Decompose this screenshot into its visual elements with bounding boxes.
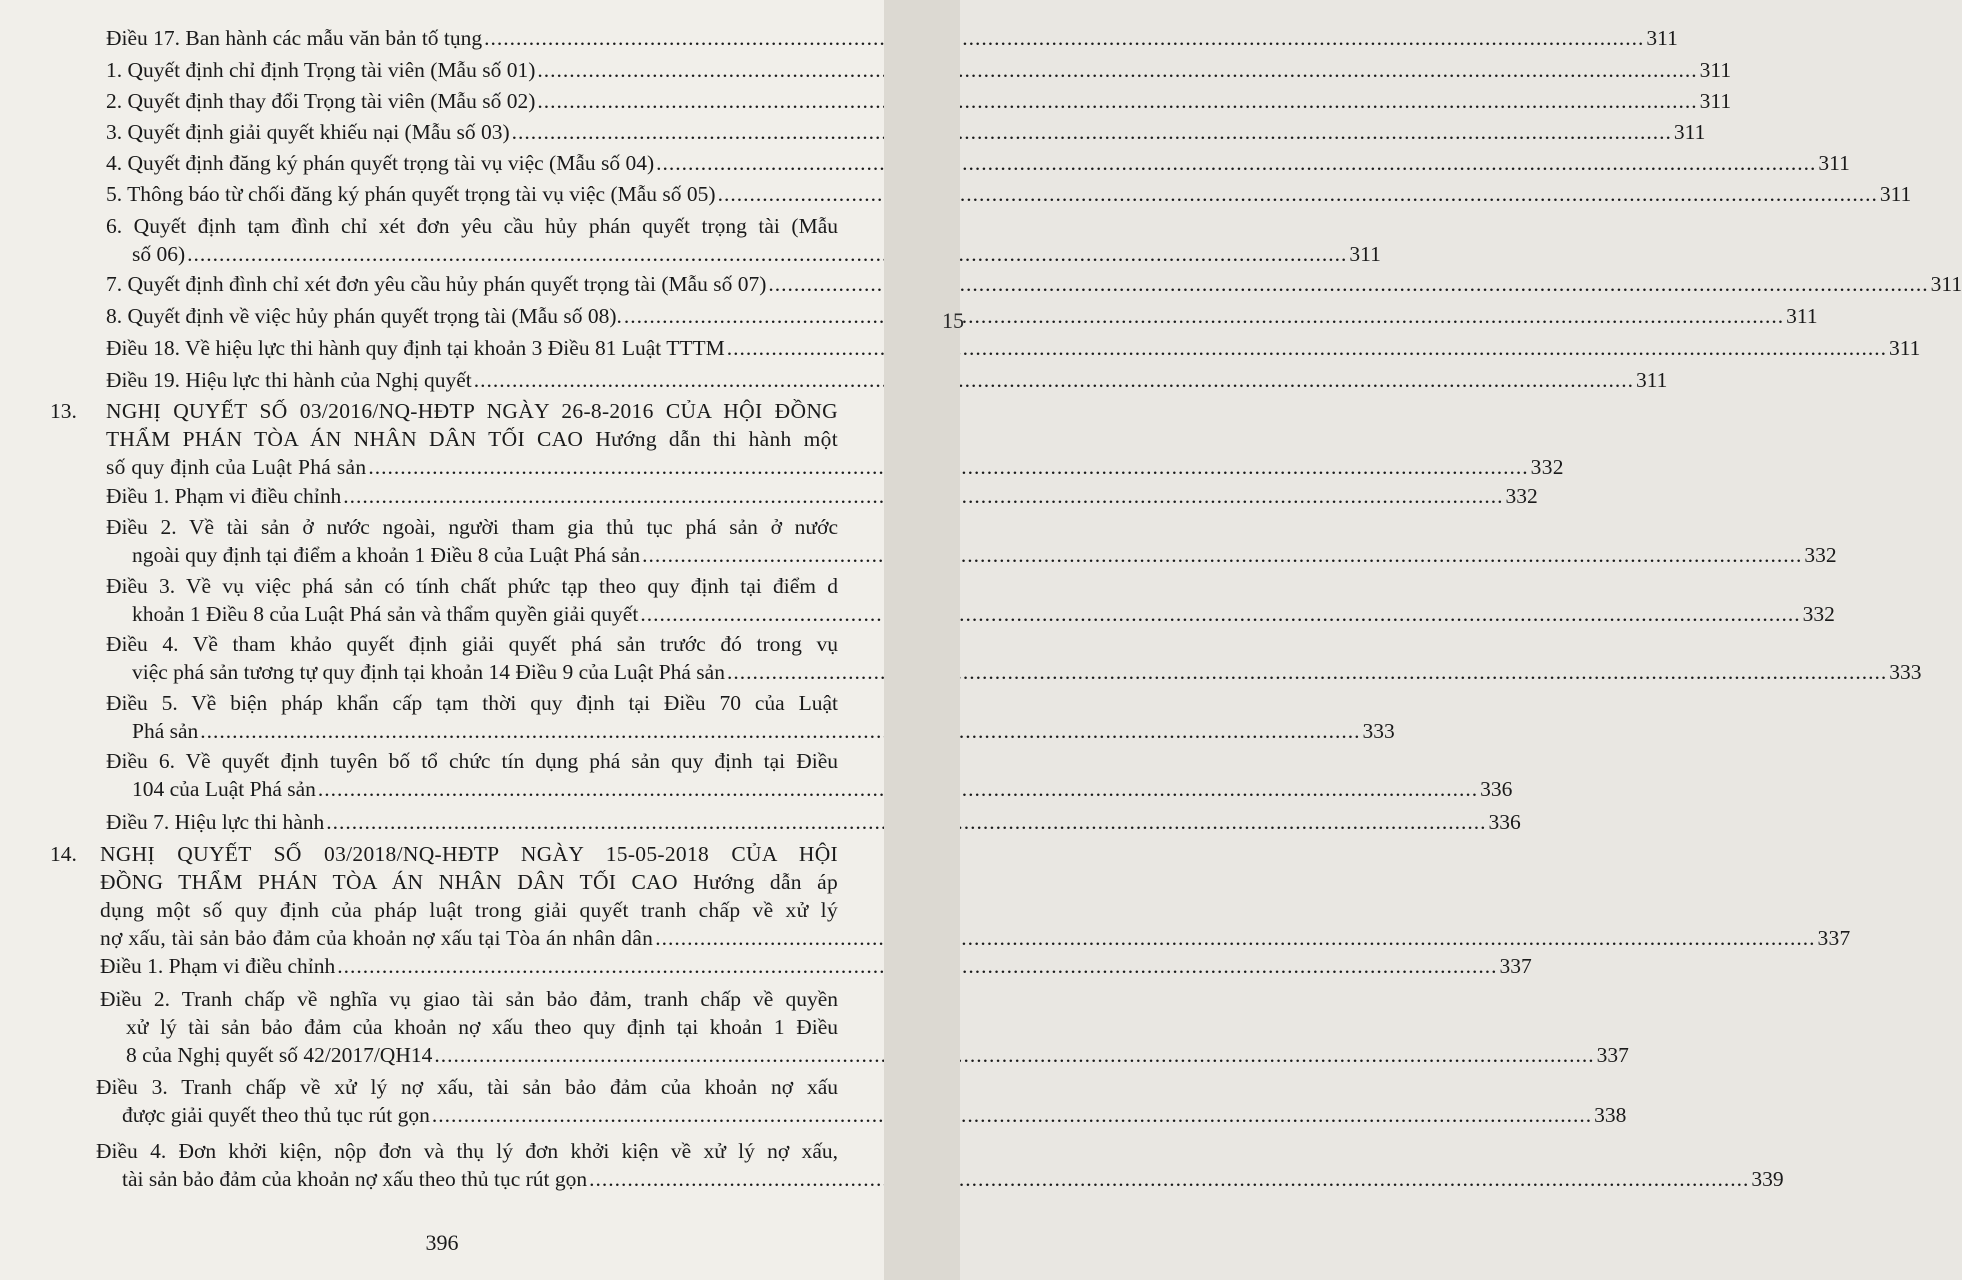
toc-entry-text: Điều 3. Về vụ việc phá sản có tính chất phức tạp theo quy định tại điểm d — [106, 574, 838, 598]
toc-page-ref: 336 — [1488, 810, 1521, 834]
toc-entry — [106, 689, 1395, 745]
toc-entry-text: ngoài quy định tại điểm a khoản 1 Điều 8 của Luật Phá sản — [132, 543, 641, 567]
toc-page-ref: 333 — [1362, 719, 1395, 743]
toc-entry-text: nợ xấu, tài sản bảo đảm của khoản nợ xấu tại Tòa án nhân dân — [100, 926, 654, 950]
toc-entry — [106, 118, 1706, 146]
toc-entry — [96, 1137, 1784, 1193]
toc-entry-text: 5. Thông báo từ chối đăng ký phán quyết trọng tài vụ việc (Mẫu số 05) — [106, 182, 716, 206]
toc-page-ref: 333 — [1889, 660, 1922, 684]
toc-entry-text: THẨM PHÁN TÒA ÁN NHÂN DÂN TỐI CAO Hướng dẫn thi hành một — [106, 427, 838, 451]
dot-leader — [200, 717, 1360, 745]
toc-entry — [96, 1073, 1627, 1129]
toc-entry-text: NGHỊ QUYẾT SỐ 03/2016/NQ-HĐTP NGÀY 26-8-2016 CỦA HỘI ĐỒNG — [106, 399, 838, 423]
toc-entry-text: được giải quyết theo thủ tục rút gọn — [122, 1103, 430, 1127]
toc-page-ref: 311 — [1349, 242, 1381, 266]
toc-page-ref: 311 — [1818, 151, 1850, 175]
toc-entry-text: 6. Quyết định tạm đình chỉ xét đơn yêu cầu hủy phán quyết trọng tài (Mẫu — [106, 214, 838, 238]
toc-entry-text: Điều 17. Ban hành các mẫu văn bản tố tụng — [106, 26, 483, 50]
toc-entry — [106, 24, 1678, 52]
dot-leader — [656, 149, 1816, 177]
dot-leader — [537, 56, 1697, 84]
toc-entry-text: 8 của Nghị quyết số 42/2017/QH14 — [126, 1043, 433, 1067]
toc-page-ref: 332 — [1505, 484, 1538, 508]
toc-entry — [106, 808, 1521, 836]
toc-entry-text: khoản 1 Điều 8 của Luật Phá sản và thẩm quyền giải quyết — [132, 602, 639, 626]
toc-entry-text: Điều 7. Hiệu lực thi hành — [106, 810, 325, 834]
toc-page-ref: 332 — [1804, 543, 1837, 567]
toc-entry-text: 8. Quyết định về việc hủy phán quyết trọng tài (Mẫu số 08). — [106, 304, 622, 328]
toc-entry — [106, 747, 1513, 803]
toc-entry — [50, 840, 1851, 952]
dot-leader — [187, 240, 1347, 268]
toc-entry — [106, 180, 1912, 208]
toc-page-ref: 311 — [1786, 304, 1818, 328]
toc-entry — [106, 87, 1732, 115]
toc-entry — [106, 270, 1962, 298]
toc-entry-text: Điều 19. Hiệu lực thi hành của Nghị quyết — [106, 368, 472, 392]
toc-entry-text: 3. Quyết định giải quyết khiếu nại (Mẫu số 03) — [106, 120, 510, 144]
toc-entry-text: Điều 2. Tranh chấp về nghĩa vụ giao tài sản bảo đảm, tranh chấp về quyền — [100, 987, 838, 1011]
dot-leader — [512, 118, 1672, 146]
toc-entry-text: Điều 4. Về tham khảo quyết định giải quyết phá sản trước đó trong vụ — [106, 632, 838, 656]
toc-entry — [106, 56, 1732, 84]
toc-entry — [106, 366, 1668, 394]
toc-entry — [106, 149, 1850, 177]
toc-entry-text: Điều 2. Về tài sản ở nước ngoài, người tham gia thủ tục phá sản ở nước — [106, 515, 838, 539]
dot-leader — [537, 87, 1697, 115]
toc-entry-text: tài sản bảo đảm của khoản nợ xấu theo thủ tục rút gọn — [122, 1167, 588, 1191]
dot-leader — [474, 366, 1634, 394]
toc-page-ref: 311 — [1888, 336, 1921, 360]
toc-page-ref: 311 — [1635, 368, 1668, 392]
toc-entry-text: Điều 1. Phạm vi điều chỉnh — [100, 954, 336, 978]
toc-page-ref: 311 — [1699, 58, 1732, 82]
toc-page-ref: 336 — [1480, 777, 1513, 801]
toc-entry-text: Điều 3. Tranh chấp về xử lý nợ xấu, tài sản bảo đảm của khoản nợ xấu — [96, 1075, 838, 1099]
toc-entry-number: 13. — [50, 399, 77, 423]
toc-entry — [106, 212, 1381, 268]
dot-leader — [624, 302, 1784, 330]
toc-page-ref: 337 — [1817, 926, 1851, 950]
toc-page-ref: 332 — [1802, 602, 1835, 626]
adjacent-page-edge — [884, 0, 964, 1280]
toc-entry-text: việc phá sản tương tự quy định tại khoản 14 Điều 9 của Luật Phá sản — [132, 660, 725, 684]
toc-entry-text: số 06) — [132, 242, 186, 266]
toc-entry-text: NGHỊ QUYẾT SỐ 03/2018/NQ-HĐTP NGÀY 15-05-2018 CỦA HỘI — [100, 842, 838, 866]
dot-leader — [642, 541, 1802, 569]
dot-leader — [655, 924, 1815, 952]
toc-page-ref: 311 — [1879, 182, 1912, 206]
toc-entry — [106, 482, 1538, 510]
dot-leader — [640, 600, 1800, 628]
toc-page-ref: 337 — [1596, 1043, 1629, 1067]
toc-entry-text: ĐỒNG THẨM PHÁN TÒA ÁN NHÂN DÂN TỐI CAO Hướng dẫn áp — [100, 870, 838, 894]
toc-entry — [106, 334, 1921, 362]
toc-entry-text: Phá sản — [132, 719, 199, 743]
toc-entry-text: Điều 4. Đơn khởi kiện, nộp đơn và thụ lý đơn khởi kiện về xử lý nợ xấu, — [96, 1139, 838, 1163]
dot-leader — [484, 24, 1644, 52]
toc-entry-text: 104 của Luật Phá sản — [132, 777, 316, 801]
toc-entry-text: dụng một số quy định của pháp luật trong giải quyết tranh chấp về xử lý — [100, 898, 838, 922]
toc-entry-text: 7. Quyết định đình chỉ xét đơn yêu cầu hủy phán quyết trọng tài (Mẫu số 07) — [106, 272, 767, 296]
toc-entry-text: 1. Quyết định chỉ định Trọng tài viên (Mẫu số 01) — [106, 58, 536, 82]
toc-page-ref: 338 — [1594, 1103, 1627, 1127]
toc-entry-text: số quy định của Luật Phá sản — [106, 455, 367, 479]
toc-page-ref: 311 — [1673, 120, 1706, 144]
dot-leader — [434, 1041, 1594, 1069]
toc-entry-text: Điều 1. Phạm vi điều chỉnh — [106, 484, 342, 508]
toc-page-ref: 332 — [1530, 455, 1564, 479]
toc-entry — [106, 572, 1835, 628]
toc-entry-text: xử lý tài sản bảo đảm của khoản nợ xấu theo quy định tại khoản 1 Điều — [126, 1015, 838, 1039]
toc-entry — [100, 952, 1532, 980]
toc-page-ref: 311 — [1646, 26, 1678, 50]
toc-entry-text: Điều 18. Về hiệu lực thi hành quy định tại khoản 3 Điều 81 Luật TTTM — [106, 336, 725, 360]
toc-entry-text: Điều 6. Về quyết định tuyên bố tổ chức tín dụng phá sản quy định tại Điều — [106, 749, 838, 773]
toc-entry-text: 2. Quyết định thay đổi Trọng tài viên (Mẫu số 02) — [106, 89, 536, 113]
toc-entry-text: Điều 5. Về biện pháp khẩn cấp tạm thời quy định tại Điều 70 của Luật — [106, 691, 838, 715]
page-number: 396 — [425, 1230, 459, 1255]
toc-page-ref: 311 — [1699, 89, 1732, 113]
dot-leader — [432, 1101, 1592, 1129]
toc-entry-number: 14. — [50, 842, 77, 866]
toc-page-ref: 311 — [1930, 272, 1962, 296]
dot-leader — [589, 1165, 1749, 1193]
adjacent-page-fragment: 15 — [942, 308, 964, 333]
toc-entry — [50, 397, 1564, 481]
toc-entry — [106, 630, 1922, 686]
toc-entry — [106, 513, 1837, 569]
toc-entry-text: 4. Quyết định đăng ký phán quyết trọng tài vụ việc (Mẫu số 04) — [106, 151, 655, 175]
toc-entry — [100, 985, 1629, 1069]
toc-page-ref: 337 — [1499, 954, 1532, 978]
toc-page-ref: 339 — [1751, 1167, 1784, 1191]
